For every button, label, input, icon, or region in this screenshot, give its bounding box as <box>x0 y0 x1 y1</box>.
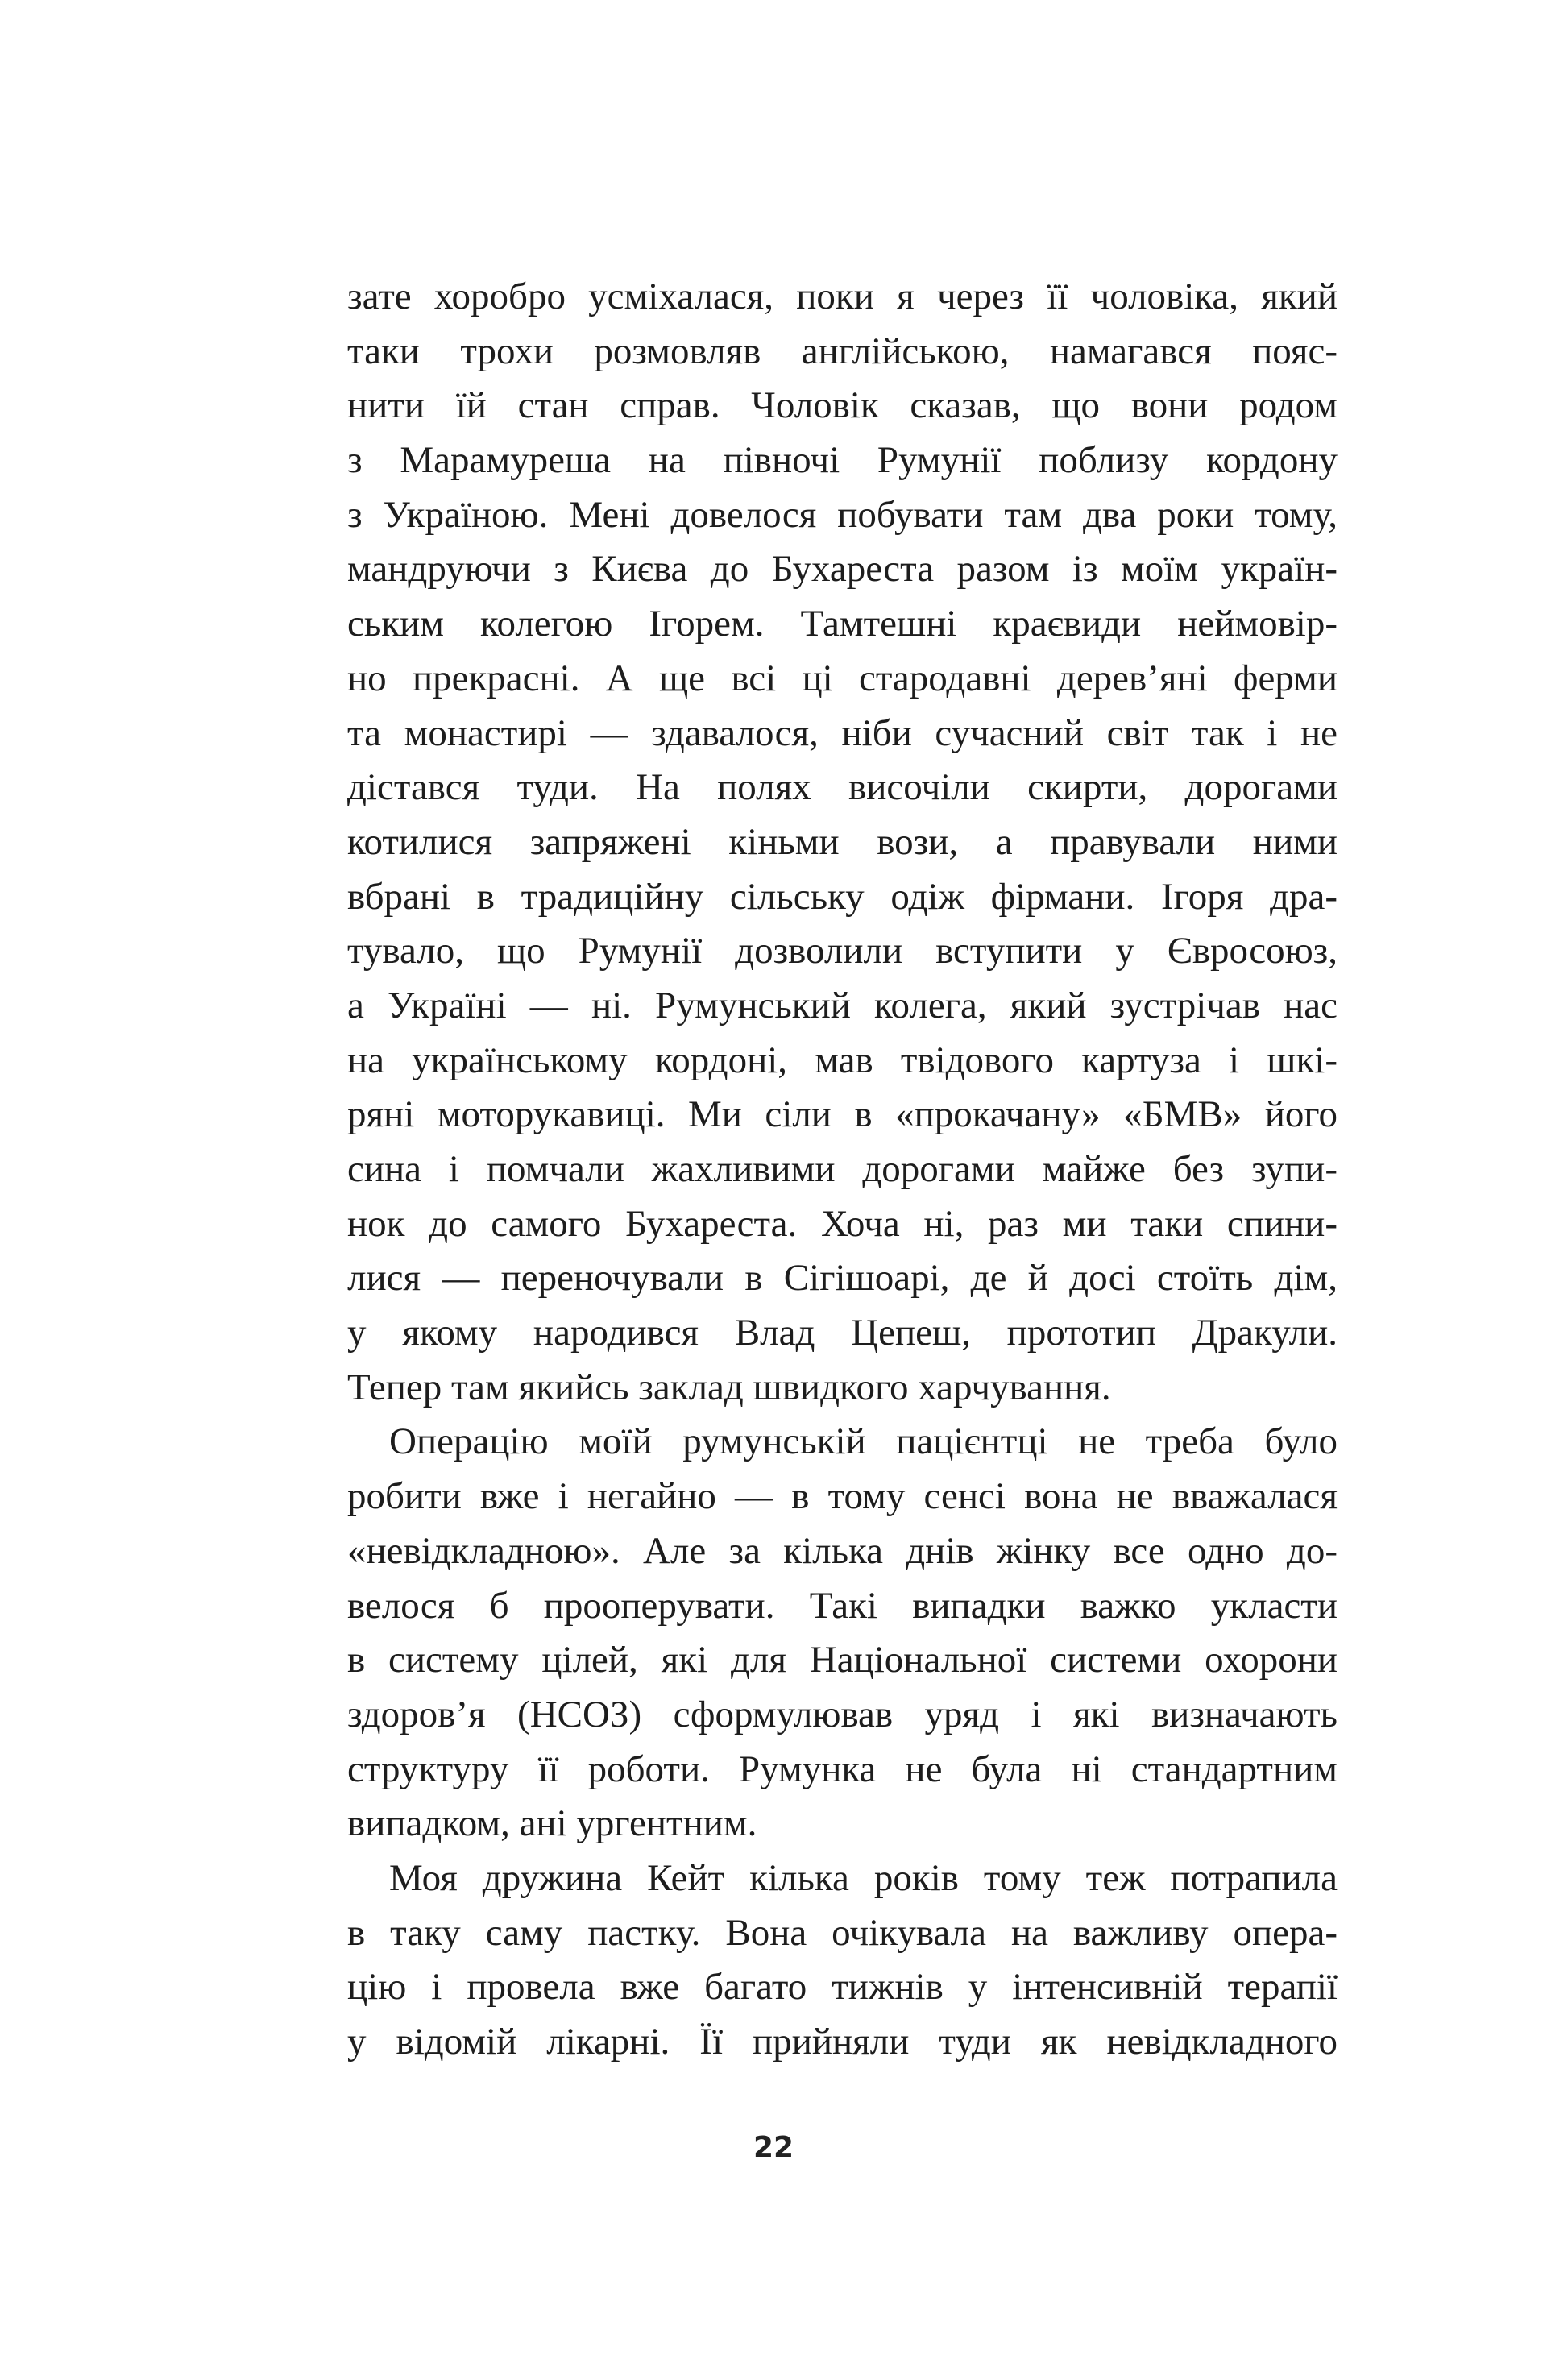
text-line: випадком, ані ургентним. <box>347 1802 757 1845</box>
text-line: лися — переночували в Сігішоарі, де й досі стоїть дім, <box>347 1257 1338 1300</box>
page-number: 22 <box>753 2131 794 2164</box>
text-line: зате хоробро усміхалася, поки я через її чоловіка, який <box>347 276 1338 317</box>
text-line: нити їй стан справ. Чоловік сказав, що вони родом <box>347 384 1338 427</box>
text-line: Тепер там якийсь заклад швидкого харчування. <box>347 1366 1111 1408</box>
text-line: сина і помчали жахливими дорогами майже без зупи- <box>347 1148 1338 1190</box>
text-line: нок до самого Бухареста. Хоча ні, раз ми таки спини- <box>347 1202 1338 1245</box>
body-text <box>347 270 1338 2070</box>
text-line: а Україні — ні. Румунський колега, який зустрічав нас <box>347 984 1338 1026</box>
text-line: на українському кордоні, мав твідового картуза і шкі- <box>347 1039 1338 1081</box>
text-line: но прекрасні. А ще всі ці стародавні дерев’яні ферми <box>347 657 1338 699</box>
text-line: з Марамуреша на півночі Румунії поблизу кордону <box>347 439 1338 482</box>
text-line: мандруючи з Києва до Бухареста разом із моїм україн- <box>347 548 1338 591</box>
text-line: в таку саму пастку. Вона очікувала на важливу опера- <box>347 1911 1338 1954</box>
text-line: таки трохи розмовляв англійською, намагався пояс- <box>347 330 1338 372</box>
text-line: в систему цілей, які для Національної системи охорони <box>347 1639 1338 1681</box>
text-line: та монастирі — здавалося, ніби сучасний світ так і не <box>347 711 1338 754</box>
text-line: структуру її роботи. Румунка не була ні стандартним <box>347 1748 1338 1790</box>
text-line: ським колегою Ігорем. Тамтешні краєвиди неймовір- <box>347 603 1338 645</box>
text-line: велося б прооперувати. Такі випадки важко укласти <box>347 1584 1338 1627</box>
text-line: тувало, що Румунії дозволили вступити у Євросоюз, <box>347 930 1338 972</box>
text-line: з Україною. Мені довелося побувати там два роки тому, <box>347 493 1338 536</box>
text-line: дістався туди. На полях височіли скирти, дорогами <box>347 766 1338 809</box>
text-line: цію і провела вже багато тижнів у інтенсивній терапії <box>347 1966 1338 2009</box>
text-line: Операцію моїй румунській пацієнтці не треба було <box>389 1420 1338 1463</box>
text-line: котилися запряжені кіньми вози, а правували ними <box>347 820 1338 863</box>
text-line: у відомій лікарні. Її прийняли туди як невідкладного <box>347 2021 1338 2063</box>
text-line: ряні моторукавиці. Ми сіли в «прокачану» «БМВ» його <box>347 1093 1338 1136</box>
text-line: вбрані в традиційну сільську одіж фірмани. Ігоря дра- <box>347 875 1338 918</box>
text-line: у якому народився Влад Цепеш, прототип Дракули. <box>347 1312 1338 1354</box>
text-line: робити вже і негайно — в тому сенсі вона не вважалася <box>347 1475 1338 1518</box>
text-line: «невідкладною». Але за кілька днів жінку все одно до- <box>347 1529 1338 1572</box>
text-line: Моя дружина Кейт кілька років тому теж потрапила <box>389 1856 1338 1899</box>
text-line: здоров’я (НСОЗ) сформулював уряд і які визначають <box>347 1693 1338 1735</box>
